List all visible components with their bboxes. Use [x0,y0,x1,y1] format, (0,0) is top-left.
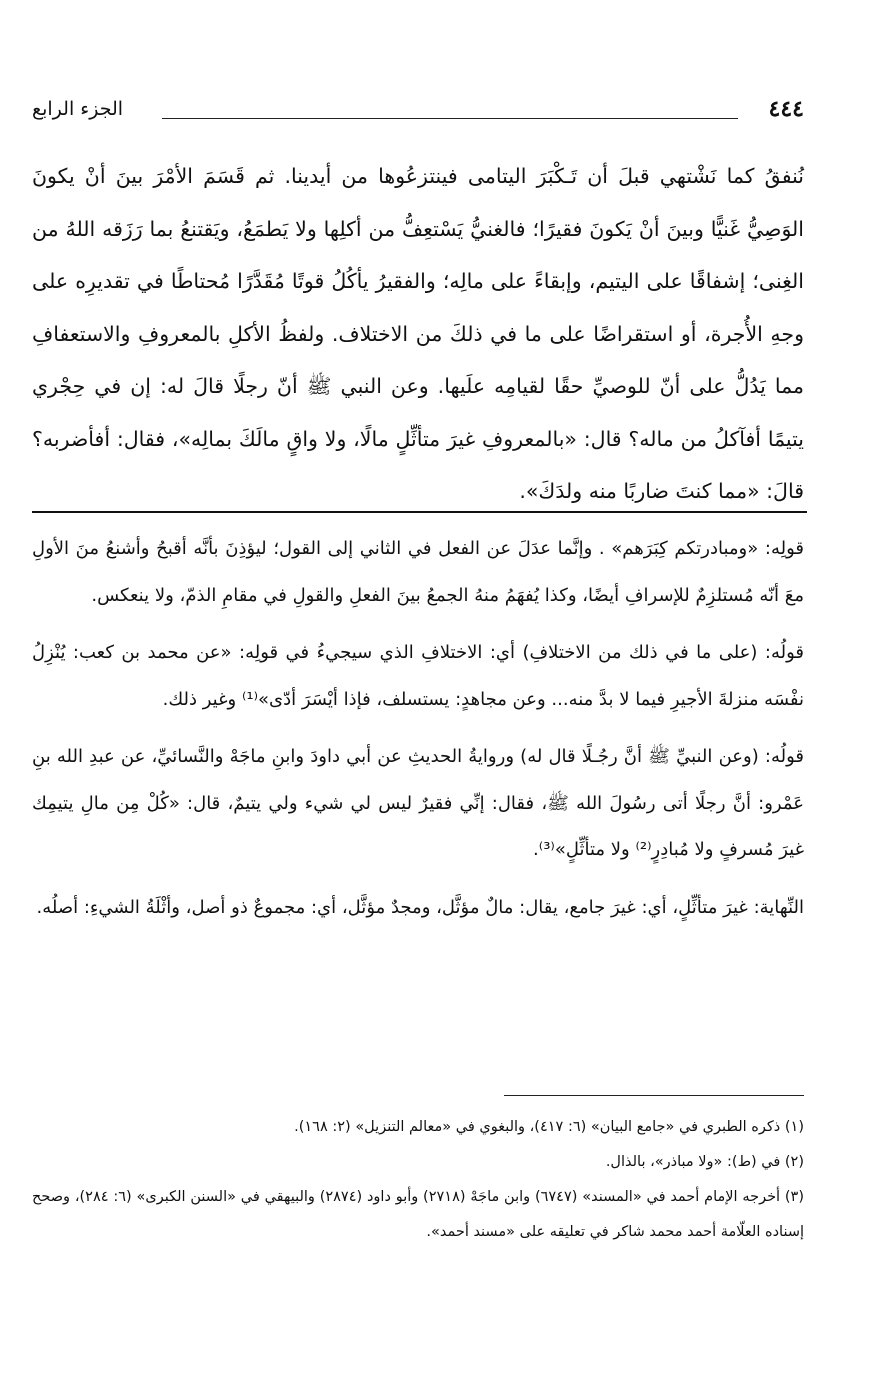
footnote-2: (٢) في (ط): «ولا مباذر»، بالذال. [605,1154,804,1170]
footnotes [32,1110,804,1250]
commentary-paragraph-2: قولُه: (على ما في ذلك من الاختلافِ) أي: الاختلافِ الذي سيجيءُ في قولِه: «عن محمد بن كعب: يُنْزِلُ نفْسَه منزلةَ الأجيرِ فيما لا بدَّ منه... وعن مجاهدٍ: يستسلف، فإذا أيْسَرَ أدّى»⁽¹⁾ وغير ذلك. [32,642,804,710]
commentary-paragraph-3: قولُه: (وعن النبيِّ ﷺ أنَّ رجُـلًا قال له) وروايةُ الحديثِ عن أبي داودَ وابنِ ماجَهْ والنَّسائيِّ، عن عبدِ الله بنِ عَمْرو: أنَّ رجلًا أتى رسُولَ الله ﷺ، فقال: إنِّي فقيرٌ ليس لي شيء ولي يتيمٌ، قال: «كُلْ مِن مالِ يتيمِك غيرَ مُسرفٍ ولا مُبادِرٍ⁽²⁾ ولا متأثِّلٍ»⁽³⁾. [32,746,804,860]
main-paragraph: نُنفقُ كما نَشْتهي قبلَ أن تَـكْبَرَ اليتامى فينتزعُوها من أيدينا. ثم قَسَمَ الأمْرَ بينَ أنْ يكونَ الوَصِيُّ غَنيًّا وبينَ أنْ يَكونَ فقيرًا؛ فالغنيُّ يَسْتعِفُّ من أكلِها ولا يَطمَعُ، ويَقتنعُ بما رَزَقه اللهُ من الغِنى؛ إشفاقًا على اليتيم، وإبقاءً على مالِه؛ والفقيرُ يأكُلُ قوتًا مُقَدَّرًا مُحتاطًا في تقديرِه على وجهِ الأُجرة، أو استقراضًا على ما في ذلكَ من الاختلاف. ولفظُ الأكلِ بالمعروفِ والاستعفافِ مما يَدُلُّ على أنّ للوصيِّ حقًا لقيامِه علَيها. وعن النبي ﷺ أنّ رجلًا قالَ له: إن في حِجْري يتيمًا أفآكلُ من ماله؟ قال: «بالمعروفِ غيرَ متأثِّلٍ مالًا، ولا واقٍ مالَكَ بمالِه»، فقال: أفأضربه؟ قالَ: «مما كنتَ ضاربًا منه ولدَكَ». [32,164,804,503]
header-rule [162,118,738,119]
part-title: الجزء الرابع [32,98,124,120]
footnote-rule [504,1095,804,1096]
commentary-paragraph-1: قولِه: «ومبادرتكم كِبَرَهم» . وإنَّما عدَلَ عن الفعل في الثاني إلى القول؛ ليؤذِنَ بأنَّه أقبحُ وأشنعُ منَ الأولِ معَ أنّه مُستلزِمٌ للإسرافِ أيضًا، وكذا يُفهَمُ منهُ الجمعُ بينَ الفعلِ والقولِ في مقامِ الذمّ، ولا ينعكس. [32,538,804,606]
page-number: ٤٤٤ [768,96,804,122]
footnote-3: (٣) أخرجه الإمام أحمد في «المسند» (٦٧٤٧) وابن ماجَهْ (٢٧١٨) وأبو داود (٢٨٧٤) والبيهقي في «السنن الكبرى» (٦: ٢٨٤)، وصحح إسناده العلّامة أحمد محمد شاكر في تعليقه على «مسند أحمد». [32,1189,805,1240]
commentary-paragraph-4: النِّهاية: غيرَ متأثِّلٍ، أي: غيرَ جامع، يقال: مالٌ مؤثَّل، ومجدٌ مؤثَّل، أي: مجموعٌ ذو أصل، وأثْلَةُ الشيءِ: أصلُه. [36,896,804,918]
page-header [32,96,804,136]
commentary [32,526,804,942]
section-divider [32,511,807,513]
main-text [32,150,804,518]
footnote-1: (١) ذكره الطبري في «جامع البيان» (٦: ٤١٧)، والبغوي في «معالم التنزيل» (٢: ١٦٨). [294,1119,804,1135]
